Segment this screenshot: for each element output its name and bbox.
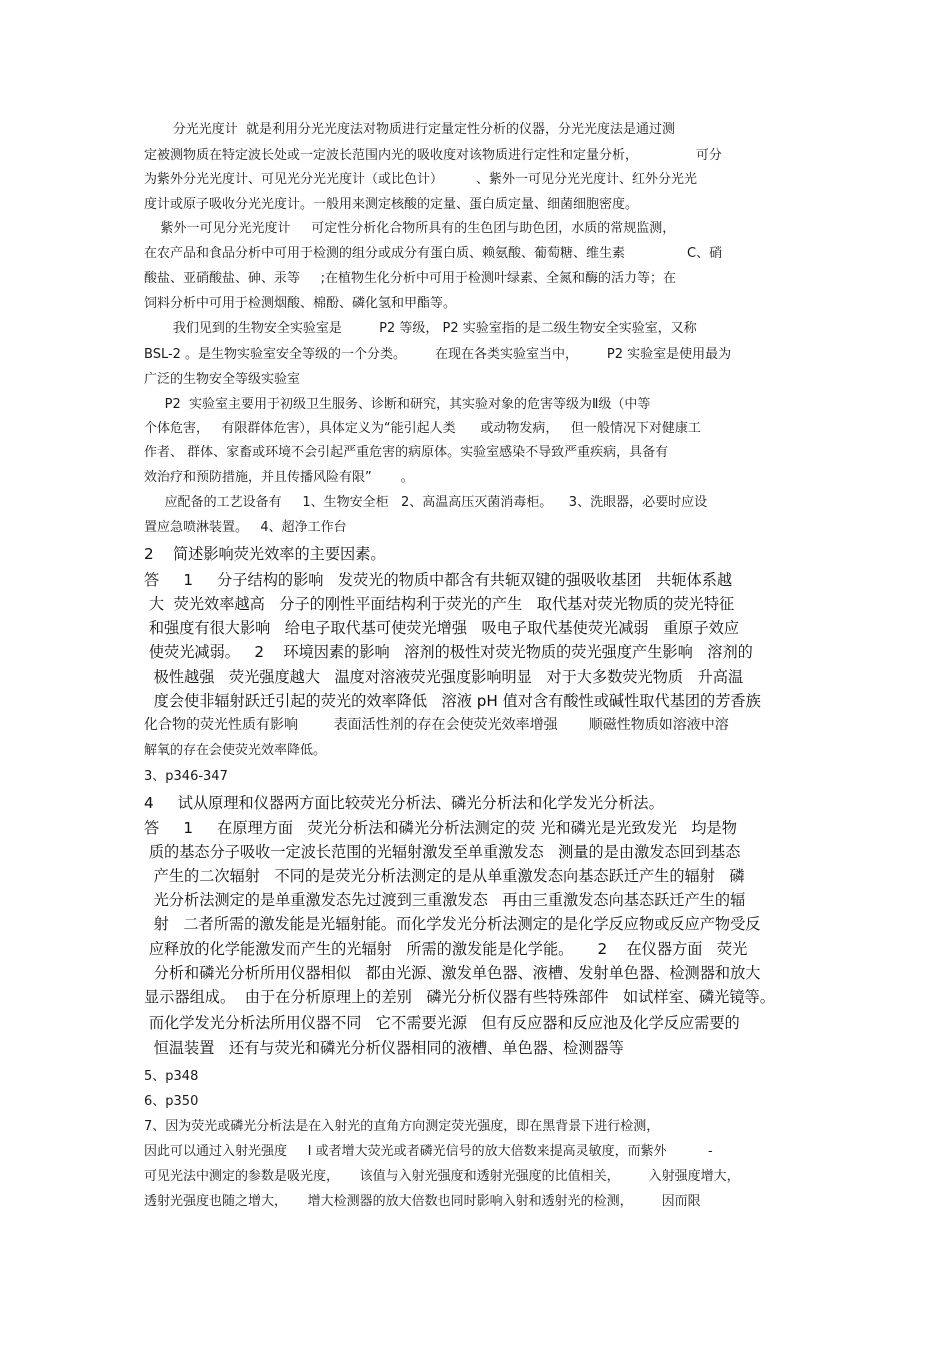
text-line: 定被测物质在特定波长处或一定波长范围内光的吸收度对该物质进行定性和定量分析， 可分 bbox=[144, 148, 722, 163]
answer-line: 显示器组成。 由于在分析原理上的差别 磷光分析仪器有些特殊部件 如试样室、磷光镜等。 bbox=[144, 988, 775, 1006]
text-line: 饲料分析中可用于检测烟酸、棉酚、磷化氢和甲酯等。 bbox=[144, 296, 457, 311]
text-line: 7、因为荧光或磷光分析法是在入射光的直角方向测定荧光强度，即在黑背景下进行检测， bbox=[144, 1119, 660, 1134]
answer-line: 度会使非辐射跃迁引起的荧光的效率降低 溶液 pH 值对含有酸性或碱性取代基团的芳香族 bbox=[144, 692, 761, 710]
text-line: 效治疗和预防措施，并且传播风险有限” 。 bbox=[144, 470, 414, 485]
answer-line: 大 荧光效率越高 分子的刚性平面结构利于荧光的产生 取代基对荧光物质的荧光特征 bbox=[144, 595, 735, 613]
text-line: 分光光度计 就是利用分光光度法对物质进行定量定性分析的仪器，分光光度法是通过测 bbox=[148, 122, 676, 137]
answer-line: 产生的二次辐射 不同的是荧光分析法测定的是从单重激发态向基态跃迁产生的辐射 磷 bbox=[144, 867, 745, 885]
text-line: 为紫外分光光度计、可见光分光光度计（或比色计） 、紫外一可见分光光度计、红外分光光 bbox=[144, 172, 698, 187]
answer-line: 射 二者所需的激发能是光辐射能。而化学发光分析法测定的是化学反应物或反应产物受反 bbox=[144, 915, 761, 933]
reference-line: 5、p348 bbox=[144, 1069, 199, 1084]
text-line: 我们见到的生物安全实验室是 P2 等级， P2 实验室指的是二级生物安全实验室，又称 bbox=[144, 321, 697, 336]
text-line: BSL-2 。是生物实验室安全等级的一个分类。 在现在各类实验室当中， P2 实验室是使用最为 bbox=[144, 347, 732, 362]
text-line: 在农产品和食品分析中可用于检测的组分或成分有蛋白质、赖氨酸、葡萄糖、维生素 C、硝 bbox=[144, 246, 723, 261]
answer-line: 而化学发光分析法所用仪器不同 它不需要光源 但有反应器和反应池及化学反应需要的 bbox=[144, 1014, 740, 1032]
answer-line: 应释放的化学能激发而产生的光辐射 所需的激发能是化学能。 2 在仪器方面 荧光 bbox=[144, 940, 748, 958]
text-line: 作者、 群体、家畜或环境不会引起严重危害的病原体。实验室感染不导致严重疾病，具备有 bbox=[144, 445, 669, 460]
question-heading: 4 试从原理和仪器两方面比较荧光分析法、磷光分析法和化学发光分析法。 bbox=[144, 794, 664, 812]
answer-line: 极性越强 荧光强度越大 温度对溶液荧光强度影响明显 对于大多数荧光物质 升高温 bbox=[144, 668, 744, 686]
text-line: 因此可以通过入射光强度 I 或者增大荧光或者磷光信号的放大倍数来提高灵敏度，而紫外 - bbox=[144, 1144, 713, 1159]
answer-line: 光分析法测定的是单重激发态先过渡到三重激发态 再由三重激发态向基态跃迁产生的辐 bbox=[144, 891, 746, 909]
text-line: 置应急喷淋装置。 4、超净工作台 bbox=[144, 520, 347, 535]
question-heading: 2 简述影响荧光效率的主要因素。 bbox=[144, 545, 386, 563]
answer-line: 使荧光减弱。 2 环境因素的影响 溶剂的极性对荧光物质的荧光强度产生影响 溶剂的 bbox=[144, 643, 753, 661]
text-line: 透射光强度也随之增大， 增大检测器的放大倍数也同时影响入射和透射光的检测， 因而限 bbox=[144, 1194, 701, 1209]
answer-line: 分析和磷光分析所用仪器相似 都由光源、激发单色器、液槽、发射单色器、检测器和放大 bbox=[144, 964, 761, 982]
answer-line: 答 1 在原理方面 荧光分析法和磷光分析法测定的荧 光和磷光是光致发光 均是物 bbox=[144, 819, 737, 837]
text-line: 酸盐、亚硝酸盐、砷、汞等 ;在植物生化分析中可用于检测叶绿素、全氮和酶的活力等；在 bbox=[144, 271, 677, 286]
text-line: 度计或原子吸收分光光度计。一般用来测定核酸的定量、蛋白质定量、细菌细胞密度。 bbox=[144, 197, 639, 212]
text-line: 可见光法中测定的参数是吸光度， 该值与入射光强度和透射光强度的比值相关， 入射强度增大， bbox=[144, 1169, 740, 1184]
text-line: P2 实验室主要用于初级卫生服务、诊断和研究，其实验对象的危害等级为Ⅱ级（中等 bbox=[144, 397, 651, 412]
answer-line: 化合物的荧光性质有影响 表面活性剂的存在会使荧光效率增强 顺磁性物质如溶液中溶 bbox=[144, 717, 729, 733]
reference-line: 3、p346-347 bbox=[144, 769, 228, 784]
answer-line: 恒温装置 还有与荧光和磷光分析仪器相同的液槽、单色器、检测器等 bbox=[144, 1039, 624, 1057]
text-line: 广泛的生物安全等级实验室 bbox=[144, 372, 301, 387]
text-line: 应配备的工艺设备有 1、生物安全柜 2、高温高压灭菌消毒柜。 3、洗眼器，必要时应设 bbox=[144, 495, 708, 510]
answer-line: 和强度有很大影响 给电子取代基可使荧光增强 吸电子取代基使荧光减弱 重原子效应 bbox=[144, 619, 740, 637]
text-line: 解氧的存在会使荧光效率降低。 bbox=[144, 743, 327, 758]
answer-line: 答 1 分子结构的影响 发荧光的物质中都含有共轭双键的强吸收基团 共轭体系越 bbox=[144, 571, 733, 589]
answer-line: 质的基态分子吸收一定波长范围的光辐射激发至单重激发态 测量的是由激发态回到基态 bbox=[144, 843, 741, 861]
text-line: 个体危害， 有限群体危害），具体定义为“能引起人类 或动物发病， 但一般情况下对健康工 bbox=[144, 421, 701, 436]
text-line: 紫外一可见分光光度计 可定性分析化合物所具有的生色团与助色团，水质的常规监测， bbox=[144, 221, 676, 236]
reference-line: 6、p350 bbox=[144, 1094, 199, 1109]
